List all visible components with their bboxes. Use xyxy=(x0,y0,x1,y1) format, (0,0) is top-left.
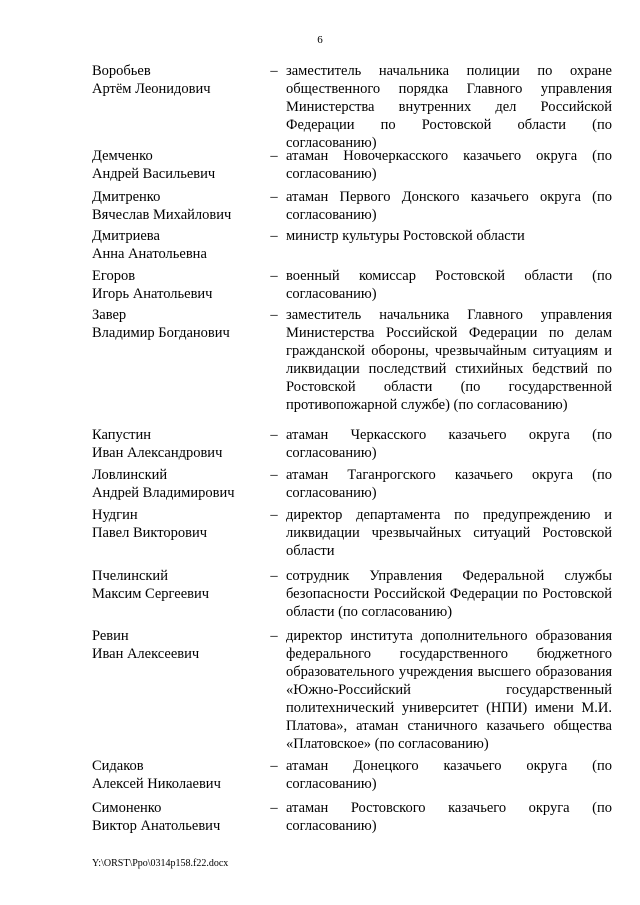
last-name: Ловлинский xyxy=(92,467,168,483)
member-name xyxy=(92,227,262,267)
list-item xyxy=(92,188,612,227)
list-item xyxy=(92,567,612,627)
given-names: Андрей Васильевич xyxy=(92,166,216,182)
position-description: военный комиссар Ростовской области (по согласованию) xyxy=(286,268,612,302)
list-item xyxy=(92,227,612,267)
list-item xyxy=(92,306,612,426)
given-names: Вячеслав Михайлович xyxy=(92,207,232,223)
list-item xyxy=(92,757,612,799)
position-description: атаман Новочеркасского казачьего округа (по согласованию) xyxy=(286,148,612,182)
dash: – xyxy=(270,228,278,244)
member-name xyxy=(92,799,262,839)
last-name: Воробьев xyxy=(92,63,151,79)
member-name xyxy=(92,466,262,506)
member-name xyxy=(92,188,262,227)
member-name xyxy=(92,757,262,799)
position-description: министр культуры Ростовской области xyxy=(286,228,525,244)
member-name xyxy=(92,426,262,466)
dash: – xyxy=(270,467,278,483)
list-item xyxy=(92,147,612,188)
list-item xyxy=(92,426,612,466)
dash: – xyxy=(270,427,278,443)
given-names: Иван Александрович xyxy=(92,445,223,461)
last-name: Нудгин xyxy=(92,507,138,523)
member-name xyxy=(92,567,262,627)
dash: – xyxy=(270,628,278,644)
dash: – xyxy=(270,307,278,323)
position-description: атаман Первого Донского казачьего округа (по согласованию) xyxy=(286,189,612,223)
page-number: 6 xyxy=(317,34,323,46)
given-names: Артём Леонидович xyxy=(92,81,211,97)
position-description: сотрудник Управления Федеральной службы безопасности Российской Федерации по Ростовской области (по согласованию) xyxy=(286,568,612,620)
last-name: Симоненко xyxy=(92,800,162,816)
list-item xyxy=(92,799,612,839)
last-name: Пчелинский xyxy=(92,568,168,584)
dash: – xyxy=(270,800,278,816)
list-item xyxy=(92,466,612,506)
given-names: Анна Анатольевна xyxy=(92,246,207,262)
list-item xyxy=(92,627,612,757)
last-name: Демченко xyxy=(92,148,153,164)
last-name: Ревин xyxy=(92,628,129,644)
given-names: Алексей Николаевич xyxy=(92,776,221,792)
last-name: Егоров xyxy=(92,268,136,284)
last-name: Дмитриева xyxy=(92,228,160,244)
position-description: атаман Ростовского казачьего округа (по согласованию) xyxy=(286,800,612,834)
dash: – xyxy=(270,568,278,584)
last-name: Дмитренко xyxy=(92,189,161,205)
position-description: директор института дополнительного образования федерального государственного бюджетного образовательного учреждения высшего образования «Южно-Российский государственный политехнический университет (НПИ) имени М.И. Платова», атаман станичного казачьего общества «Платовское» (по согласованию) xyxy=(286,628,612,752)
given-names: Андрей Владимирович xyxy=(92,485,235,501)
member-name xyxy=(92,267,262,306)
given-names: Павел Викторович xyxy=(92,525,208,541)
list-item xyxy=(92,267,612,306)
dash: – xyxy=(270,507,278,523)
position-description: заместитель начальника полиции по охране общественного порядка Главного управления Министерства внутренних дел Российской Федерации по Ростовской области (по согласованию) xyxy=(286,63,612,151)
dash: – xyxy=(270,268,278,284)
position-description: атаман Черкасского казачьего округа (по согласованию) xyxy=(286,427,612,461)
list-item xyxy=(92,62,612,151)
members-list xyxy=(92,62,612,839)
given-names: Игорь Анатольевич xyxy=(92,286,213,302)
member-name xyxy=(92,306,262,426)
given-names: Владимир Богданович xyxy=(92,325,230,341)
given-names: Максим Сергеевич xyxy=(92,586,210,602)
last-name: Завер xyxy=(92,307,127,323)
member-name xyxy=(92,147,262,188)
file-path-footer: Y:\ORST\Ppo\0314p158.f22.docx xyxy=(92,858,229,869)
position-description: заместитель начальника Главного управления Министерства Российской Федерации по делам гражданской обороны, чрезвычайным ситуациям и ликвидации последствий стихийных бедствий по Ростовской области (по государственной противопожарной службе) (по согласованию) xyxy=(286,307,612,413)
dash: – xyxy=(270,148,278,164)
member-name xyxy=(92,62,262,147)
given-names: Иван Алексеевич xyxy=(92,646,200,662)
last-name: Капустин xyxy=(92,427,152,443)
dash: – xyxy=(270,189,278,205)
last-name: Сидаков xyxy=(92,758,144,774)
position-description: атаман Донецкого казачьего округа (по согласованию) xyxy=(286,758,612,792)
given-names: Виктор Анатольевич xyxy=(92,818,221,834)
position-description: директор департамента по предупреждению и ликвидации чрезвычайных ситуаций Ростовской области xyxy=(286,507,612,559)
dash: – xyxy=(270,63,278,79)
list-item xyxy=(92,506,612,567)
member-name xyxy=(92,506,262,567)
member-name xyxy=(92,627,262,757)
dash: – xyxy=(270,758,278,774)
position-description: атаман Таганрогского казачьего округа (по согласованию) xyxy=(286,467,612,501)
